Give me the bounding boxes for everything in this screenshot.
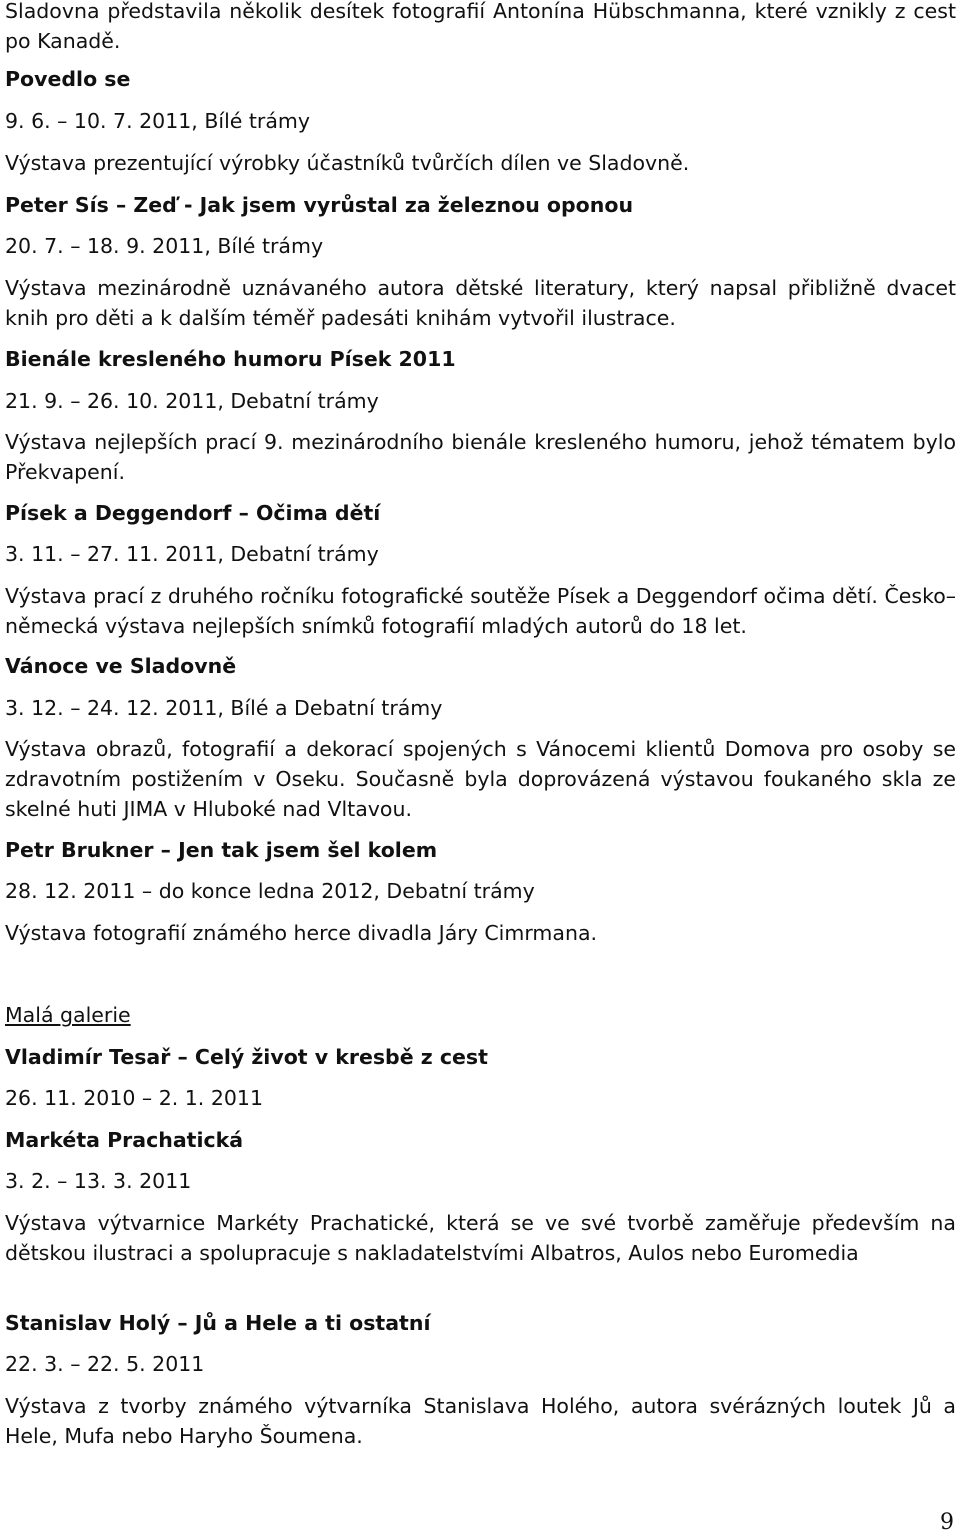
gallery-exhibition-title: Markéta Prachatická (5, 1128, 244, 1152)
exhibition-description: Výstava obrazů, fotografií a dekorací spojených s Vánocemi klientů Domova pro osoby se zdravotním postižením v Oseku. Současně byla doprovázená výstavou foukaného skla ze skelné huti JIMA v Hluboké nad Vltavou. (5, 737, 956, 821)
gallery-exhibition-title: Stanislav Holý – Jů a Hele a ti ostatní (5, 1311, 431, 1335)
exhibition-description: Výstava mezinárodně uznávaného autora dětské literatury, který napsal přibližně dvacet knih pro děti a k dalším téměř padesáti knihám vytvořil ilustrace. (5, 276, 956, 330)
gallery-heading: Malá galerie (5, 1003, 131, 1027)
exhibition-date: 3. 11. – 27. 11. 2011, Debatní trámy (5, 542, 379, 566)
exhibition-title: Bienále kresleného humoru Písek 2011 (5, 347, 456, 371)
exhibition-title: Povedlo se (5, 67, 131, 91)
exhibition-date: 20. 7. – 18. 9. 2011, Bílé trámy (5, 234, 324, 258)
gallery-exhibition-description: Výstava výtvarnice Markéty Prachatické, která se ve své tvorbě zaměřuje především na dětskou ilustraci a spolupracuje s nakladatelstvími Albatros, Aulos nebo Euromedia (5, 1211, 956, 1265)
exhibition-description: Výstava nejlepších prací 9. mezinárodního bienále kresleného humoru, jehož tématem bylo Překvapení. (5, 430, 956, 484)
gallery-exhibition-description: Výstava z tvorby známého výtvarníka Stanislava Holého, autora svérázných loutek Jů a Hele, Mufa nebo Haryho Šoumena. (5, 1394, 956, 1448)
exhibition-title: Písek a Deggendorf – Očima dětí (5, 501, 381, 525)
exhibition-description: Výstava prezentující výrobky účastníků tvůrčích dílen ve Sladovně. (5, 151, 690, 175)
exhibition-description: Výstava prací z druhého ročníku fotografické soutěže Písek a Deggendorf očima dětí. Česko–německá výstava nejlepších snímků fotografií mladých autorů do 18 let. (5, 584, 956, 638)
exhibition-title: Petr Brukner – Jen tak jsem šel kolem (5, 838, 438, 862)
exhibition-description: Výstava fotografií známého herce divadla Járy Cimrmana. (5, 921, 598, 945)
exhibition-title: Peter Sís – Zeď - Jak jsem vyrůstal za železnou oponou (5, 193, 634, 217)
exhibition-title: Vánoce ve Sladovně (5, 654, 237, 678)
exhibition-date: 21. 9. – 26. 10. 2011, Debatní trámy (5, 389, 379, 413)
page-number: 9 (940, 1510, 954, 1535)
gallery-exhibition-date: 22. 3. – 22. 5. 2011 (5, 1352, 205, 1376)
exhibition-date: 28. 12. 2011 – do konce ledna 2012, Debatní trámy (5, 879, 535, 903)
exhibition-date: 3. 12. – 24. 12. 2011, Bílé a Debatní trámy (5, 696, 443, 720)
gallery-exhibition-date: 3. 2. – 13. 3. 2011 (5, 1169, 192, 1193)
exhibition-date: 9. 6. – 10. 7. 2011, Bílé trámy (5, 109, 311, 133)
gallery-exhibition-title: Vladimír Tesař – Celý život v kresbě z cest (5, 1045, 488, 1069)
intro-paragraph: Sladovna představila několik desítek fotografií Antonína Hübschmanna, které vznikly z cest po Kanadě. (5, 0, 956, 53)
gallery-exhibition-date: 26. 11. 2010 – 2. 1. 2011 (5, 1086, 264, 1110)
